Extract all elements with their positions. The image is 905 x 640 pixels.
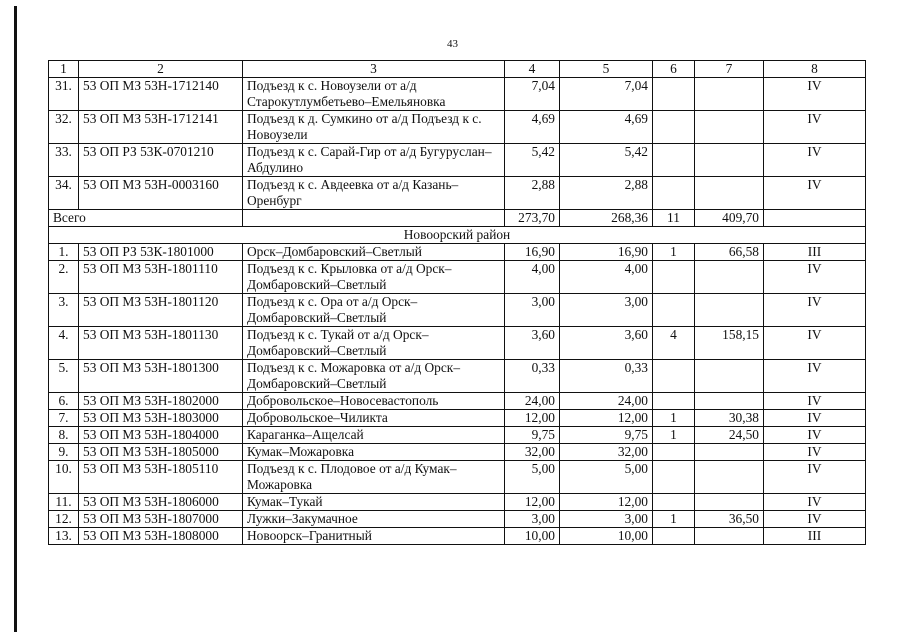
bridge-count [653, 144, 695, 177]
road-name: Подъезд к с. Плодовое от а/д Кумак–Можаровка [243, 461, 505, 494]
bridge-count [653, 177, 695, 210]
bridge-count: 1 [653, 427, 695, 444]
total-row [49, 210, 866, 227]
table-row [49, 494, 866, 511]
road-name: Подъезд к с. Крыловка от а/д Орск–Домбаровский–Светлый [243, 261, 505, 294]
length-total: 4,00 [505, 261, 560, 294]
length-total: 10,00 [505, 528, 560, 545]
bridge-length [695, 177, 764, 210]
header-cell: 2 [79, 61, 243, 78]
header-cell: 3 [243, 61, 505, 78]
length-hard-surface: 0,33 [560, 360, 653, 393]
row-number: 7. [49, 410, 79, 427]
road-category: IV [764, 461, 866, 494]
road-category: IV [764, 327, 866, 360]
road-name: Кумак–Можаровка [243, 444, 505, 461]
length-hard-surface: 5,00 [560, 461, 653, 494]
bridge-length [695, 528, 764, 545]
row-number: 4. [49, 327, 79, 360]
length-hard-surface: 16,90 [560, 244, 653, 261]
bridge-length: 30,38 [695, 410, 764, 427]
road-code: 53 ОП МЗ 53Н-1801110 [79, 261, 243, 294]
table-row [49, 177, 866, 210]
road-category: IV [764, 410, 866, 427]
bridge-length [695, 294, 764, 327]
road-name: Подъезд к с. Тукай от а/д Орск–Домбаровский–Светлый [243, 327, 505, 360]
bridge-length [695, 444, 764, 461]
road-name: Подъезд к с. Авдеевка от а/д Казань–Оренбург [243, 177, 505, 210]
length-hard-surface: 24,00 [560, 393, 653, 410]
road-category: IV [764, 511, 866, 528]
road-code: 53 ОП МЗ 53Н-1801130 [79, 327, 243, 360]
road-category: IV [764, 144, 866, 177]
length-hard-surface: 5,42 [560, 144, 653, 177]
road-name: Новоорск–Гранитный [243, 528, 505, 545]
table-row [49, 393, 866, 410]
road-category: IV [764, 294, 866, 327]
table-row [49, 327, 866, 360]
total-label: Всего [49, 210, 243, 227]
bridge-count [653, 78, 695, 111]
road-code: 53 ОП МЗ 53Н-1803000 [79, 410, 243, 427]
road-category: IV [764, 393, 866, 410]
table-row [49, 144, 866, 177]
length-total: 12,00 [505, 494, 560, 511]
bridge-length: 24,50 [695, 427, 764, 444]
road-category: IV [764, 111, 866, 144]
bridge-count [653, 461, 695, 494]
road-name: Подъезд к с. Сарай-Гир от а/д Бугуруслан–Абдулино [243, 144, 505, 177]
length-total: 12,00 [505, 410, 560, 427]
length-hard-surface: 32,00 [560, 444, 653, 461]
row-number: 3. [49, 294, 79, 327]
road-name: Добровольское–Новосевастополь [243, 393, 505, 410]
road-category: IV [764, 78, 866, 111]
row-number: 6. [49, 393, 79, 410]
bridge-length [695, 144, 764, 177]
road-category: III [764, 528, 866, 545]
road-code: 53 ОП МЗ 53Н-1712140 [79, 78, 243, 111]
bridge-length: 66,58 [695, 244, 764, 261]
road-name: Подъезд к с. Новоузели от а/д Старокутлумбетьево–Емельяновка [243, 78, 505, 111]
header-cell: 4 [505, 61, 560, 78]
table-row [49, 244, 866, 261]
row-number: 34. [49, 177, 79, 210]
length-total: 9,75 [505, 427, 560, 444]
bridge-length [695, 494, 764, 511]
bridge-count: 1 [653, 244, 695, 261]
length-total: 2,88 [505, 177, 560, 210]
bridge-count [653, 444, 695, 461]
bridge-count: 1 [653, 511, 695, 528]
roads-table [48, 60, 866, 545]
road-code: 53 ОП МЗ 53Н-1806000 [79, 494, 243, 511]
road-code: 53 ОП МЗ 53Н-1805110 [79, 461, 243, 494]
road-name: Караганка–Ащелсай [243, 427, 505, 444]
road-name: Подъезд к с. Можаровка от а/д Орск–Домбаровский–Светлый [243, 360, 505, 393]
length-total: 5,42 [505, 144, 560, 177]
row-number: 11. [49, 494, 79, 511]
road-code: 53 ОП МЗ 53Н-1801120 [79, 294, 243, 327]
total-col8 [764, 210, 866, 227]
bridge-count [653, 528, 695, 545]
row-number: 1. [49, 244, 79, 261]
length-total: 24,00 [505, 393, 560, 410]
page-number: 43 [447, 38, 458, 50]
length-hard-surface: 3,00 [560, 511, 653, 528]
road-code: 53 ОП МЗ 53Н-1804000 [79, 427, 243, 444]
header-cell: 1 [49, 61, 79, 78]
length-total: 7,04 [505, 78, 560, 111]
road-category: IV [764, 444, 866, 461]
row-number: 5. [49, 360, 79, 393]
road-category: IV [764, 360, 866, 393]
length-total: 4,69 [505, 111, 560, 144]
length-total: 3,60 [505, 327, 560, 360]
length-hard-surface: 12,00 [560, 410, 653, 427]
header-cell: 6 [653, 61, 695, 78]
table-row [49, 111, 866, 144]
road-name: Кумак–Тукай [243, 494, 505, 511]
road-name: Подъезд к с. Ора от а/д Орск–Домбаровский–Светлый [243, 294, 505, 327]
road-category: IV [764, 261, 866, 294]
bridge-length [695, 360, 764, 393]
table-row [49, 410, 866, 427]
road-code: 53 ОП МЗ 53Н-1802000 [79, 393, 243, 410]
bridge-count [653, 393, 695, 410]
road-category: III [764, 244, 866, 261]
table-row [49, 444, 866, 461]
length-total: 3,00 [505, 294, 560, 327]
road-code: 53 ОП МЗ 53Н-1712141 [79, 111, 243, 144]
row-number: 12. [49, 511, 79, 528]
bridge-length [695, 393, 764, 410]
road-category: IV [764, 494, 866, 511]
bridge-count [653, 294, 695, 327]
bridge-count: 1 [653, 410, 695, 427]
length-hard-surface: 4,69 [560, 111, 653, 144]
left-border-rule [14, 6, 17, 632]
row-number: 9. [49, 444, 79, 461]
row-number: 13. [49, 528, 79, 545]
row-number: 8. [49, 427, 79, 444]
header-row [49, 61, 866, 78]
row-number: 33. [49, 144, 79, 177]
row-number: 2. [49, 261, 79, 294]
total-col5: 268,36 [560, 210, 653, 227]
total-col6: 11 [653, 210, 695, 227]
length-hard-surface: 3,00 [560, 294, 653, 327]
row-number: 32. [49, 111, 79, 144]
road-category: IV [764, 177, 866, 210]
road-name: Подъезд к д. Сумкино от а/д Подъезд к с. Новоузели [243, 111, 505, 144]
bridge-count [653, 111, 695, 144]
length-hard-surface: 3,60 [560, 327, 653, 360]
bridge-length [695, 111, 764, 144]
road-name: Орск–Домбаровский–Светлый [243, 244, 505, 261]
bridge-count [653, 261, 695, 294]
bridge-length [695, 261, 764, 294]
bridge-length: 36,50 [695, 511, 764, 528]
length-total: 3,00 [505, 511, 560, 528]
row-number: 10. [49, 461, 79, 494]
header-cell: 5 [560, 61, 653, 78]
length-hard-surface: 2,88 [560, 177, 653, 210]
table-row [49, 528, 866, 545]
road-category: IV [764, 427, 866, 444]
total-col4: 273,70 [505, 210, 560, 227]
length-hard-surface: 4,00 [560, 261, 653, 294]
length-hard-surface: 12,00 [560, 494, 653, 511]
road-code: 53 ОП МЗ 53Н-1801300 [79, 360, 243, 393]
length-total: 5,00 [505, 461, 560, 494]
length-total: 32,00 [505, 444, 560, 461]
road-code: 53 ОП МЗ 53Н-1805000 [79, 444, 243, 461]
section-row [49, 227, 866, 244]
section-title: Новоорский район [49, 227, 866, 244]
length-hard-surface: 7,04 [560, 78, 653, 111]
bridge-count [653, 494, 695, 511]
bridge-count: 4 [653, 327, 695, 360]
table-row [49, 461, 866, 494]
header-cell: 7 [695, 61, 764, 78]
road-code: 53 ОП РЗ 53К-1801000 [79, 244, 243, 261]
bridge-length: 158,15 [695, 327, 764, 360]
table-row [49, 78, 866, 111]
length-total: 0,33 [505, 360, 560, 393]
bridge-count [653, 360, 695, 393]
row-number: 31. [49, 78, 79, 111]
road-code: 53 ОП РЗ 53К-0701210 [79, 144, 243, 177]
bridge-length [695, 461, 764, 494]
total-col7: 409,70 [695, 210, 764, 227]
table-row [49, 360, 866, 393]
length-hard-surface: 10,00 [560, 528, 653, 545]
length-total: 16,90 [505, 244, 560, 261]
road-name: Лужки–Закумачное [243, 511, 505, 528]
road-name: Добровольское–Чиликта [243, 410, 505, 427]
table-body [49, 61, 866, 545]
table-row [49, 261, 866, 294]
road-code: 53 ОП МЗ 53Н-0003160 [79, 177, 243, 210]
table-row [49, 294, 866, 327]
table-row [49, 427, 866, 444]
bridge-length [695, 78, 764, 111]
header-cell: 8 [764, 61, 866, 78]
road-code: 53 ОП МЗ 53Н-1807000 [79, 511, 243, 528]
length-hard-surface: 9,75 [560, 427, 653, 444]
road-code: 53 ОП МЗ 53Н-1808000 [79, 528, 243, 545]
total-empty [243, 210, 505, 227]
table-row [49, 511, 866, 528]
